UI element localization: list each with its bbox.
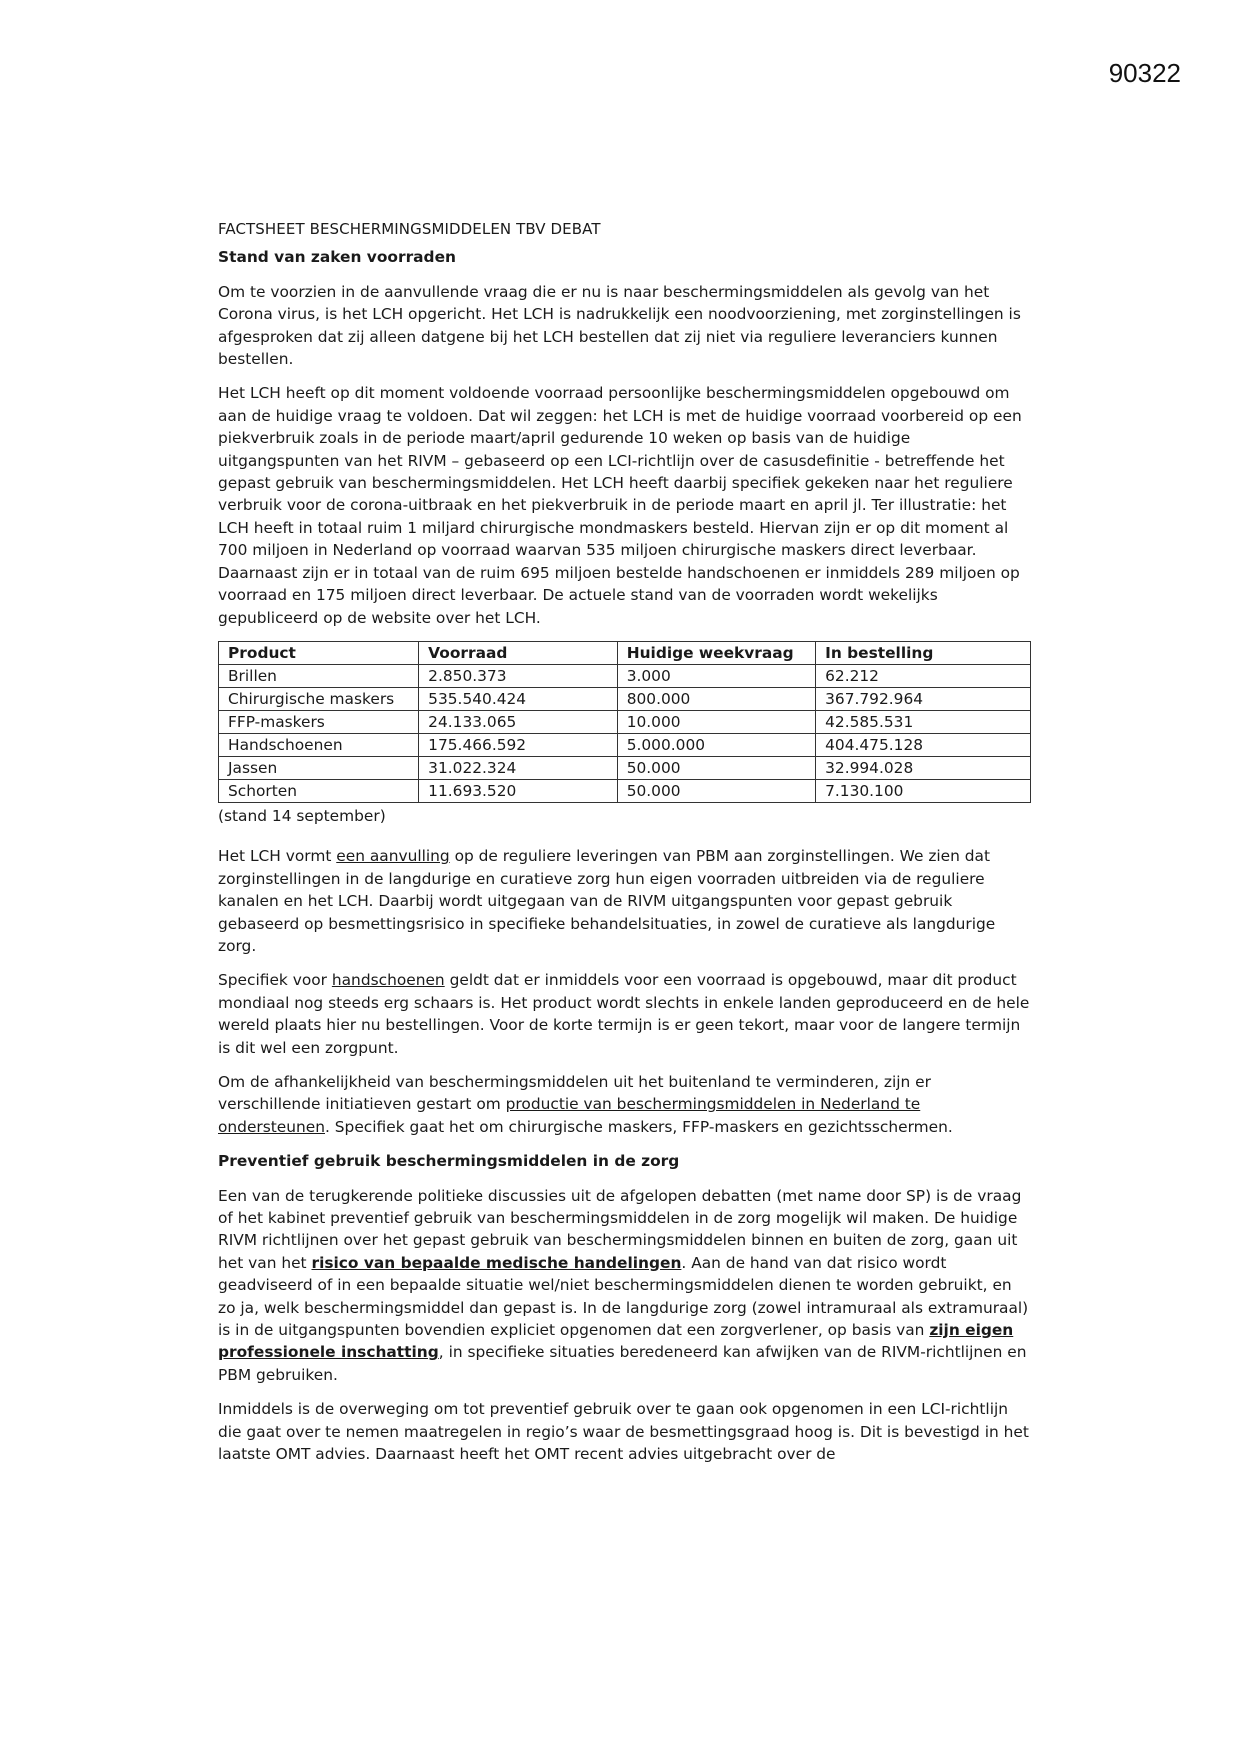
stock-table xyxy=(218,641,1031,803)
table-cell: Jassen xyxy=(219,756,419,779)
text-run: , in specifieke situaties beredeneerd kan afwijken van de RIVM-richtlijnen en PBM gebruiken. xyxy=(218,1343,1027,1384)
paragraph-intro: Om te voorzien in de aanvullende vraag die er nu is naar beschermingsmiddelen als gevolg van het Corona virus, is het LCH opgericht. Het LCH is nadrukkelijk een noodvoorziening, met zorginstellingen is afgesproken dat zij alleen datgene bij het LCH bestellen dat zij niet via reguliere leveranciers kunnen bestellen. xyxy=(218,282,1021,369)
table-cell: 3.000 xyxy=(617,664,815,687)
text-run: . Aan de hand van dat risico wordt geadviseerd of in een bepaalde situatie wel/niet beschermingsmiddelen dienen te worden gebruikt, en zo ja, welk beschermingsmiddel dan gepast is. In de langdurige zorg (zowel intramuraal als extramuraal) is in de uitgangspunten bovendien expliciet opgenomen dat een zorgverlener, op basis van xyxy=(218,1253,1029,1340)
text-run: geldt dat er inmiddels voor een voorraad is opgebouwd, maar dit product mondiaal nog steeds erg schaars is. Het product wordt slechts in enkele landen geproduceerd en de hele wereld plaats hier nu bestellingen. Voor de korte termijn is er geen tekort, maar voor de langere termijn is dit wel een zorgpunt. xyxy=(218,971,1030,1057)
table-cell: 50.000 xyxy=(617,756,815,779)
table-row xyxy=(219,779,1031,802)
table-cell: 175.466.592 xyxy=(419,733,618,756)
paragraph-voorraad: Het LCH heeft op dit moment voldoende voorraad persoonlijke beschermingsmiddelen opgebouwd om aan de huidige vraag te voldoen. Dat wil zeggen: het LCH is met de huidige voorraad voorbereid op een piekverbruik zoals in de periode maart/april gedurende 10 weken op basis van de huidige uitgangspunten van het RIVM – gebaseerd op een LCI-richtlijn over de casusdefinitie - betreffende het gepast gebruik van beschermingsmiddelen. Het LCH heeft daarbij specifiek gekeken naar het reguliere verbruik voor de corona-uitbraak en het piekverbruik in de periode maart en april jl. Ter illustratie: het LCH heeft in totaal ruim 1 miljard chirurgische mondmaskers besteld. Hiervan zijn er op dit moment al 700 miljoen in Nederland op voorraad waarvan 535 miljoen chirurgische maskers direct leverbaar. Daarnaast zijn er in totaal van de ruim 695 miljoen bestelde handschoenen er inmiddels 289 miljoen op voorraad en 175 miljoen direct leverbaar. De actuele stand van de voorraden wordt wekelijks gepubliceerd op de website over het LCH. xyxy=(218,384,1022,627)
table-header-cell: Product xyxy=(219,641,419,664)
table-cell: 535.540.424 xyxy=(419,687,618,710)
table-cell: 32.994.028 xyxy=(816,756,1031,779)
table-note: (stand 14 september) xyxy=(218,806,386,825)
table-cell: 404.475.128 xyxy=(816,733,1031,756)
table-cell: Brillen xyxy=(219,664,419,687)
text-run: Het LCH vormt xyxy=(218,847,337,866)
bold-underlined-term: risico van bepaalde medische handelingen xyxy=(311,1253,682,1272)
document-title: FACTSHEET BESCHERMINGSMIDDELEN TBV DEBAT xyxy=(218,220,601,238)
table-cell: 31.022.324 xyxy=(419,756,618,779)
text-run: Een van de terugkerende politieke discussies uit de afgelopen debatten (met name door SP) is de vraag of het kabinet preventief gebruik van beschermingsmiddelen in de zorg mogelijk wil maken. De huidige RIVM richtlijnen over het gepast gebruik van beschermingsmiddelen binnen en buiten de zorg, gaan uit het van het xyxy=(218,1186,1022,1272)
text-run: Specifiek voor xyxy=(218,971,332,990)
table-cell: Handschoenen xyxy=(219,733,419,756)
paragraph-productie xyxy=(218,1071,1033,1138)
section-heading-preventief: Preventief gebruik beschermingsmiddelen in de zorg xyxy=(218,1152,680,1171)
table-row xyxy=(219,687,1031,710)
table-cell: 11.693.520 xyxy=(419,779,618,802)
table-cell: FFP-maskers xyxy=(219,710,419,733)
table-row xyxy=(219,756,1031,779)
table-cell: 24.133.065 xyxy=(419,710,618,733)
table-cell: 367.792.964 xyxy=(816,687,1031,710)
underlined-term: een aanvulling xyxy=(336,847,450,866)
underlined-term: productie van beschermingsmiddelen in Nederland te ondersteunen xyxy=(218,1095,921,1136)
text-run: op de reguliere leveringen van PBM aan zorginstellingen. We zien dat zorginstellingen in de langdurige en curatieve zorg hun eigen voorraden uitbreiden via de reguliere kanalen en het LCH. Daarbij wordt uitgegaan van de RIVM uitgangspunten voor gepast gebruik gebaseerd op besmettingsrisico in specifieke behandelsituaties, in zowel de curatieve als langdurige zorg. xyxy=(218,847,996,955)
table-cell: 2.850.373 xyxy=(419,664,618,687)
underlined-term: handschoenen xyxy=(331,971,445,990)
table-cell: 50.000 xyxy=(617,779,815,802)
table-cell: 42.585.531 xyxy=(816,710,1031,733)
table-header-cell: In bestelling xyxy=(816,641,1031,664)
table-row xyxy=(219,710,1031,733)
table-cell: 62.212 xyxy=(816,664,1031,687)
table-header-row xyxy=(219,641,1031,664)
bold-underlined-term: zijn eigen professionele inschatting xyxy=(218,1321,1014,1362)
paragraph-aanvulling xyxy=(218,845,1033,957)
table-cell: Chirurgische maskers xyxy=(219,687,419,710)
table-cell: Schorten xyxy=(219,779,419,802)
section-heading-voorraden: Stand van zaken voorraden xyxy=(218,248,456,267)
table-row xyxy=(219,664,1031,687)
page-number: 90322 xyxy=(1108,58,1181,88)
text-run: Om de afhankelijkheid van beschermingsmiddelen uit het buitenland te verminderen, zijn er verschillende initiatieven gestart om xyxy=(218,1072,931,1114)
table-header-cell: Huidige weekvraag xyxy=(617,641,815,664)
table-cell: 10.000 xyxy=(617,710,815,733)
paragraph-preventief xyxy=(218,1185,1033,1387)
paragraph-handschoenen xyxy=(218,969,1033,1059)
table-cell: 800.000 xyxy=(617,687,815,710)
table-cell: 5.000.000 xyxy=(617,733,815,756)
table-header-cell: Voorraad xyxy=(419,641,618,664)
text-run: . Specifiek gaat het om chirurgische maskers, FFP-maskers en gezichtsschermen. xyxy=(325,1117,953,1136)
document-body xyxy=(218,218,1033,1477)
table-cell: 7.130.100 xyxy=(816,779,1031,802)
table-row xyxy=(219,733,1031,756)
paragraph-lci-richtlijn: Inmiddels is de overweging om tot preventief gebruik over te gaan ook opgenomen in een LCI-richtlijn die gaat over te nemen maatregelen in regio’s waar de besmettingsgraad hoog is. Dit is bevestigd in het laatste OMT advies. Daarnaast heeft het OMT recent advies uitgebracht over de xyxy=(218,1400,1029,1464)
